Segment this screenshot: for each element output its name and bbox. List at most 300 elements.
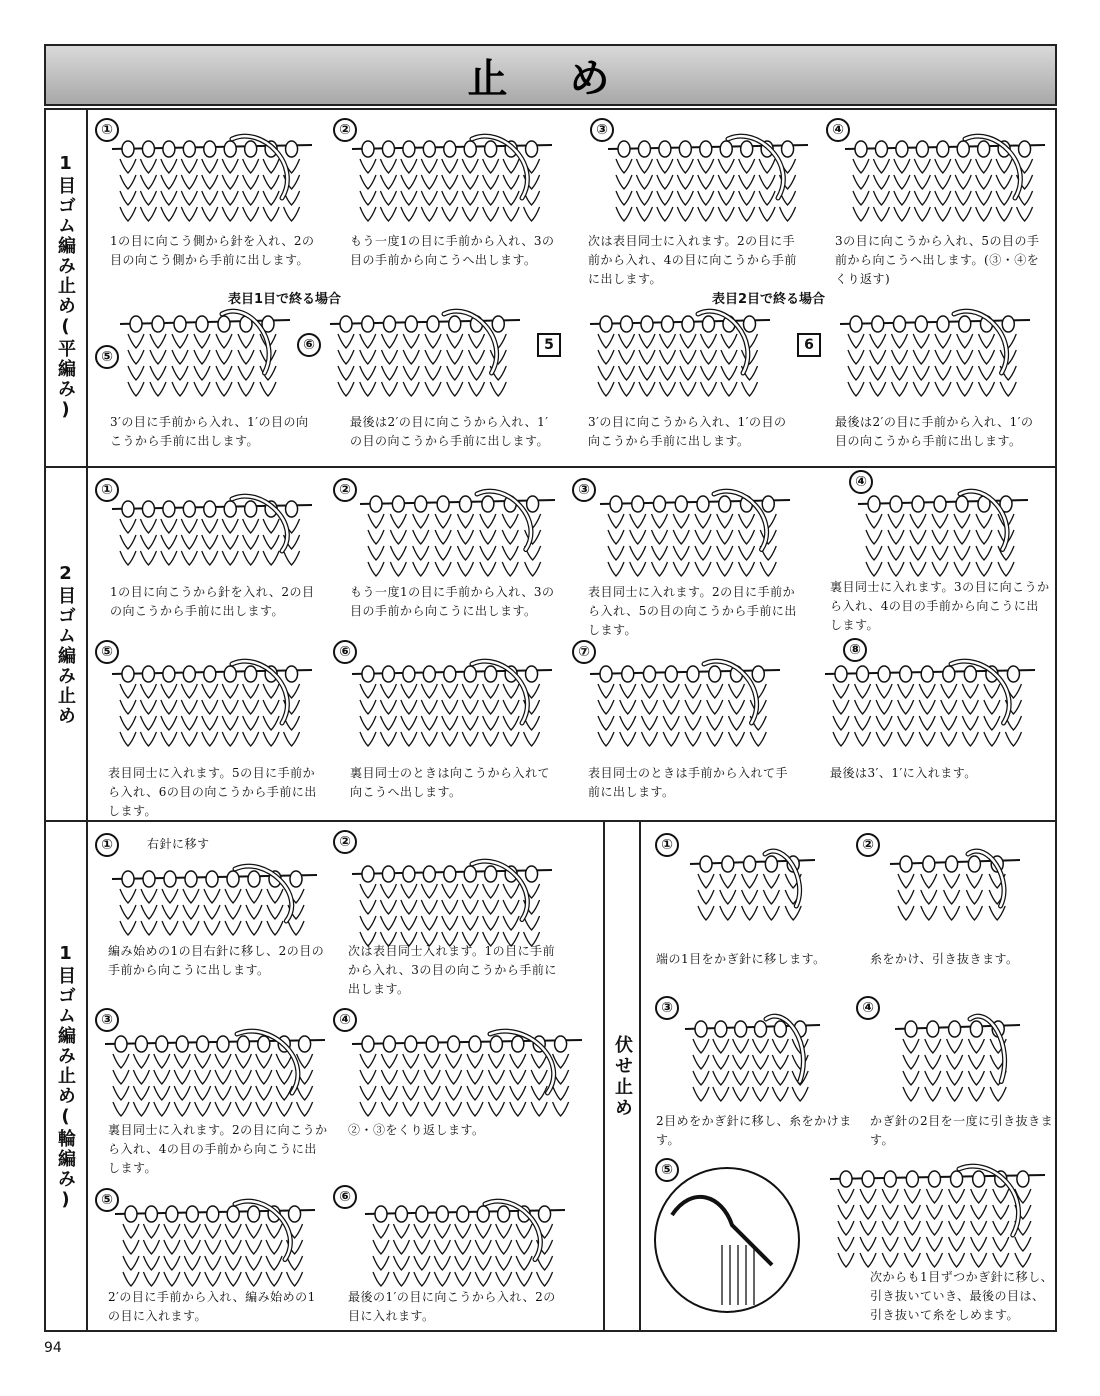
stitch-v (141, 921, 157, 935)
stitch-loop (835, 666, 847, 682)
stitch-v (458, 546, 474, 560)
stitch-v (455, 1256, 471, 1270)
stitch-v (238, 366, 254, 380)
yarn-strand (232, 496, 287, 551)
stitch-loop (135, 1036, 147, 1052)
stitch-v (205, 1272, 221, 1286)
stitch-v (164, 1256, 180, 1270)
stitch-loop (448, 1036, 460, 1052)
knitting-diagram (330, 310, 520, 400)
stitch-v (483, 207, 499, 221)
stitch-v (360, 159, 376, 173)
stitch-loop (735, 1021, 747, 1037)
stitch-v (235, 1070, 251, 1084)
stitch-v (401, 207, 417, 221)
stitch-v (360, 1086, 376, 1100)
stitch-v (393, 1272, 409, 1286)
stitch-v (833, 732, 849, 746)
stitch-v (903, 1039, 919, 1053)
stitch-loop (697, 496, 709, 512)
stitch-v (424, 1070, 440, 1084)
step-caption: 表目同士に入れます。2の目に手前から入れ、5の目の向こうから手前に出します。 (588, 585, 797, 637)
stitch-v (360, 916, 376, 930)
step-number: ④ (856, 996, 880, 1020)
stitch-v (263, 159, 279, 173)
stitch-v (996, 191, 1012, 205)
stitch-v (685, 684, 701, 698)
stitch-v (935, 159, 951, 173)
stitch-loop (900, 856, 912, 872)
stitch-loop (207, 1206, 219, 1222)
stitch-v (657, 191, 673, 205)
stitch-v (949, 1221, 965, 1235)
knitting-diagram (590, 310, 770, 400)
stitch-v (154, 1070, 170, 1084)
stitch-v (442, 900, 458, 914)
stitch-v (838, 1205, 854, 1219)
stitch-v (957, 350, 973, 364)
stitch-v (425, 334, 441, 348)
stitch-loop (426, 1036, 438, 1052)
stitch-v (276, 1070, 292, 1084)
stitch-v (225, 905, 241, 919)
stitch-v (113, 1102, 129, 1116)
stitch-loop (286, 501, 298, 517)
stitch-loop (423, 866, 435, 882)
stitch-v (164, 1224, 180, 1238)
stitch-v (421, 159, 437, 173)
step-number: ② (333, 830, 357, 854)
stitch-v (553, 1086, 569, 1100)
stitch-v (235, 1054, 251, 1068)
stitch-v (382, 350, 398, 364)
stitch-v (990, 1087, 1006, 1101)
stitch-loop (868, 496, 880, 512)
stitch-v (360, 207, 376, 221)
stitch-loop (142, 141, 154, 157)
stitch-v (467, 1070, 483, 1084)
stitch-v (483, 716, 499, 730)
stitch-v (403, 382, 419, 396)
stitch-v (620, 732, 636, 746)
stitch-v (128, 382, 144, 396)
stitch-v (753, 1071, 769, 1085)
stitch-v (195, 1054, 211, 1068)
stitch-v (393, 1224, 409, 1238)
stitch-v (150, 334, 166, 348)
stitch-v (216, 350, 232, 364)
stitch-v (401, 900, 417, 914)
stitch-v (866, 562, 882, 576)
stitch-v (636, 159, 652, 173)
stitch-v (181, 551, 197, 565)
stitch-v (996, 207, 1012, 221)
stitch-v (932, 562, 948, 576)
stitch-v (462, 175, 478, 189)
stitch-v (663, 732, 679, 746)
stitch-v (780, 207, 796, 221)
stitch-v (971, 1237, 987, 1251)
stitch-v (894, 175, 910, 189)
step-caption: 1の目に向こう側から針を入れ、2の目の向こう側から手前に出します。 (110, 234, 315, 267)
stitch-loop (152, 316, 164, 332)
stitch-v (713, 1087, 729, 1101)
stitch-v (442, 732, 458, 746)
stitch-v (721, 366, 737, 380)
stitch-loop (395, 1206, 407, 1222)
stitch-v (276, 1102, 292, 1116)
stitch-v (753, 1087, 769, 1101)
stitch-v (503, 916, 519, 930)
stitch-v (161, 716, 177, 730)
stitch-v (174, 1086, 190, 1100)
stitch-v (882, 1205, 898, 1219)
stitch-v (215, 1054, 231, 1068)
stitch-v (373, 1256, 389, 1270)
stitch-v (717, 530, 733, 544)
knitting-diagram (105, 1030, 325, 1120)
stitch-v (949, 1205, 965, 1219)
stitch-v (913, 334, 929, 348)
stitch-v (204, 905, 220, 919)
stitch-v (598, 334, 614, 348)
stitch-v (598, 382, 614, 396)
stitch-v (140, 175, 156, 189)
step-caption: 表目同士に入れます。5の目に手前から入れ、6の目の向こうから手前に出します。 (108, 766, 317, 818)
stitch-v (652, 546, 668, 560)
stitch-v (238, 350, 254, 364)
stitch-v (120, 700, 136, 714)
stitch-v (128, 334, 144, 348)
stitch-v (642, 716, 658, 730)
stitch-v (630, 562, 646, 576)
stitch-v (642, 684, 658, 698)
yarn-strand (235, 866, 292, 921)
stitch-v (760, 562, 776, 576)
stitch-v (483, 191, 499, 205)
stitch-loop (156, 1036, 168, 1052)
stitch-v (993, 1205, 1009, 1219)
stitch-loop (122, 501, 134, 517)
stitch-v (898, 684, 914, 698)
stitch-v (120, 191, 136, 205)
stitch-v (660, 334, 676, 348)
stitch-v (695, 562, 711, 576)
step-caption: 1の目に向こうから針を入れ、2の目の向こうから手前に出します。 (110, 585, 315, 618)
stitch-v (888, 546, 904, 560)
stitch-loop (375, 1206, 387, 1222)
stitch-v (698, 906, 714, 920)
stitch-v (772, 1055, 788, 1069)
stitch-v (215, 1086, 231, 1100)
stitch-v (721, 382, 737, 396)
stitch-v (120, 921, 136, 935)
stitch-v (919, 716, 935, 730)
stitch-v (382, 334, 398, 348)
stitch-loop (915, 316, 927, 332)
step-number: ① (95, 118, 119, 142)
stitch-v (718, 175, 734, 189)
stitch-v (225, 1224, 241, 1238)
stitch-v (360, 350, 376, 364)
stitch-v (194, 382, 210, 396)
stitch-v (425, 382, 441, 396)
stitch-v (673, 546, 689, 560)
stitch-v (966, 890, 982, 904)
stitch-v (238, 382, 254, 396)
stitch-v (853, 159, 869, 173)
stitch-v (914, 191, 930, 205)
stitch-v (164, 1240, 180, 1254)
stitch-v (979, 350, 995, 364)
stitch-v (368, 530, 384, 544)
stitch-loop (621, 316, 633, 332)
stitch-v (421, 175, 437, 189)
stitch-loop (900, 666, 912, 682)
stitch-v (446, 1086, 462, 1100)
stitch-v (174, 1070, 190, 1084)
stitch-v (496, 1240, 512, 1254)
stitch-loop (382, 141, 394, 157)
step-number: ⑥ (333, 1185, 357, 1209)
stitch-loop (622, 666, 634, 682)
stitch-v (855, 732, 871, 746)
stitch-v (695, 514, 711, 528)
subhead-two-knit: 表目2目で終る場合 (712, 292, 826, 307)
step-caption: もう一度1の目に手前から入れ、3の目の手前から向こうに出します。 (350, 585, 555, 618)
stitch-v (833, 716, 849, 730)
stitch-v (914, 175, 930, 189)
stitch-v (898, 906, 914, 920)
stitch-v (161, 732, 177, 746)
stitch-v (225, 1240, 241, 1254)
stitch-v (772, 1087, 788, 1101)
stitch-loop (949, 1021, 961, 1037)
stitch-v (184, 1272, 200, 1286)
stitch-v (401, 684, 417, 698)
stitch-v (246, 1256, 262, 1270)
stitch-loop (237, 1036, 249, 1052)
stitch-v (873, 207, 889, 221)
stitch-v (962, 716, 978, 730)
stitch-loop (485, 866, 497, 882)
stitch-v (873, 159, 889, 173)
stitch-v (984, 700, 1000, 714)
stitch-v (462, 700, 478, 714)
stitch-loop (719, 496, 731, 512)
knitting-diagram (858, 490, 1028, 575)
stitch-v (718, 207, 734, 221)
stitch-v (855, 716, 871, 730)
stitch-loop (224, 666, 236, 682)
step-caption: ②・③をくり返します。 (348, 1123, 485, 1137)
stitch-v (161, 519, 177, 533)
stitch-loop (700, 856, 712, 872)
stitch-v (729, 732, 745, 746)
knitting-diagram (830, 1165, 1045, 1265)
stitch-v (892, 382, 908, 396)
stitch-v (263, 700, 279, 714)
stitch-v (792, 1087, 808, 1101)
stitch-v (904, 1237, 920, 1251)
stitch-loop (744, 316, 756, 332)
stitch-v (435, 514, 451, 528)
stitch-loop (912, 496, 924, 512)
stitch-v (717, 514, 733, 528)
stitch-loop (923, 856, 935, 872)
step-caption: 編み始めの1の目右針に移し、2の目の手前から向こうに出します。 (108, 944, 325, 977)
stitch-v (256, 1054, 272, 1068)
stitch-v (120, 159, 136, 173)
stitch-v (503, 684, 519, 698)
stitch-loop (765, 856, 777, 872)
stitch-loop (943, 666, 955, 682)
stitch-v (133, 1086, 149, 1100)
stitch-v (243, 700, 259, 714)
stitch-v (140, 519, 156, 533)
stitch-loop (204, 141, 216, 157)
stitch-v (120, 905, 136, 919)
stitch-v (243, 684, 259, 698)
stitch-loop (444, 666, 456, 682)
stitch-v (630, 514, 646, 528)
stitch-v (458, 562, 474, 576)
stitch-v (976, 562, 992, 576)
stitch-v (957, 334, 973, 348)
stitch-v (150, 350, 166, 364)
stitch-loop (245, 141, 257, 157)
stitch-v (380, 700, 396, 714)
stitch-v (503, 207, 519, 221)
section-label-2x2: 2目ゴム編み止め (44, 468, 88, 820)
stitch-loop (485, 666, 497, 682)
stitch-loop (436, 1206, 448, 1222)
stitch-v (729, 700, 745, 714)
stitch-loop (164, 871, 176, 887)
stitch-v (926, 1221, 942, 1235)
step-number: ④ (333, 1008, 357, 1032)
stitch-loop (224, 141, 236, 157)
stitch-v (403, 350, 419, 364)
stitch-v (488, 1102, 504, 1116)
stitch-v (876, 700, 892, 714)
stitch-v (698, 874, 714, 888)
stitch-v (525, 562, 541, 576)
stitch-loop (850, 316, 862, 332)
stitch-v (216, 366, 232, 380)
stitch-v (297, 1102, 313, 1116)
stitch-v (435, 546, 451, 560)
stitch-v (608, 562, 624, 576)
stitch-v (380, 732, 396, 746)
knitting-diagram (685, 1015, 820, 1110)
stitch-v (926, 1189, 942, 1203)
stitch-v (913, 350, 929, 364)
step-caption: 裏目同士に入れます。2の目に向こうから入れ、4の目の手前から向こうに出します。 (108, 1123, 328, 1175)
stitch-v (739, 207, 755, 221)
knitting-diagram (112, 660, 312, 750)
stitch-v (971, 1189, 987, 1203)
stitch-loop (290, 871, 302, 887)
stitch-v (1015, 1253, 1031, 1267)
stitch-v (993, 1221, 1009, 1235)
stitch-v (205, 1256, 221, 1270)
stitch-v (256, 1086, 272, 1100)
knitting-diagram (112, 865, 317, 945)
step-caption: 3′の目に向こうから入れ、1′の目の向こうから手前に出します。 (588, 415, 787, 448)
stitch-v (935, 382, 951, 396)
stitch-loop (937, 316, 949, 332)
stitch-v (483, 700, 499, 714)
stitch-v (288, 921, 304, 935)
stitch-v (150, 382, 166, 396)
stitch-v (143, 1240, 159, 1254)
stitch-loop (956, 496, 968, 512)
stitch-v (888, 530, 904, 544)
stitch-loop (485, 141, 497, 157)
stitch-v (184, 1256, 200, 1270)
stitch-loop (444, 866, 456, 882)
stitch-v (866, 546, 882, 560)
stitch-v (215, 1102, 231, 1116)
stitch-v (401, 159, 417, 173)
stitch-v (483, 732, 499, 746)
stitch-v (932, 546, 948, 560)
stitch-v (414, 1240, 430, 1254)
stitch-v (898, 732, 914, 746)
stitch-loop (539, 1206, 551, 1222)
stitch-loop (890, 496, 902, 512)
stitch-v (701, 350, 717, 364)
stitch-v (677, 207, 693, 221)
stitch-v (120, 889, 136, 903)
stitch-v (733, 1055, 749, 1069)
stitch-v (403, 1086, 419, 1100)
stitch-loop (122, 141, 134, 157)
stitch-loop (142, 501, 154, 517)
stitch-loop (659, 141, 671, 157)
stitch-v (620, 700, 636, 714)
stitch-v (401, 916, 417, 930)
stitch-v (140, 207, 156, 221)
stitch-loop (383, 1036, 395, 1052)
stitch-loop (185, 871, 197, 887)
stitch-v (954, 546, 970, 560)
stitch-v (882, 1253, 898, 1267)
stitch-loop (423, 666, 435, 682)
stitch-v (222, 684, 238, 698)
stitch-v (266, 1240, 282, 1254)
stitch-v (120, 535, 136, 549)
step-caption: 2′の目に手前から入れ、編み始めの1の目に入れます。 (108, 1290, 316, 1323)
stitch-v (833, 684, 849, 698)
stitch-v (425, 350, 441, 364)
yarn-strand-fill (232, 496, 287, 551)
stitch-loop (526, 666, 538, 682)
stitch-v (154, 1054, 170, 1068)
stitch-v (729, 716, 745, 730)
stitch-v (742, 890, 758, 904)
stitch-v (161, 684, 177, 698)
stitch-v (360, 334, 376, 348)
stitch-v (455, 1272, 471, 1286)
stitch-loop (405, 316, 417, 332)
stitch-v (413, 514, 429, 528)
stitch-loop (875, 141, 887, 157)
stitch-v (537, 1272, 553, 1286)
stitch-v (263, 207, 279, 221)
stitch-v (154, 1102, 170, 1116)
